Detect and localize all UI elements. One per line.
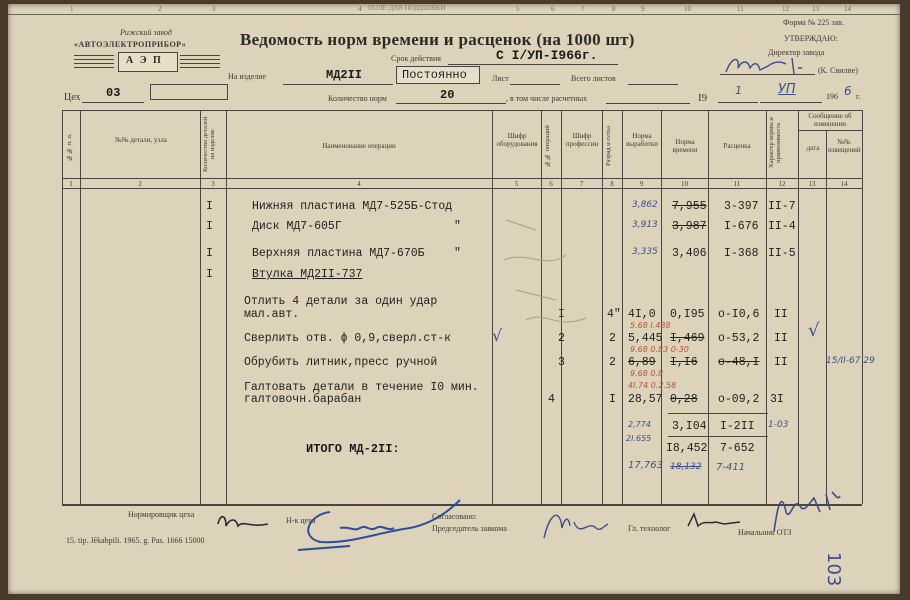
row-handwritten-norm: 3,862 [632,200,658,210]
header-notice-numbers: №№ извещений [828,138,861,154]
op-grade: I [609,393,616,406]
chief-label: Н-к цеха [286,516,316,525]
document-title: Ведомость норм времени и расценок (на 1000 шт) [240,30,635,49]
op-rate: o-I0,6 [718,308,760,321]
total-sheets-label: Всего листов [571,74,616,83]
total-hand-f: 1-03 [768,420,789,430]
total-hand-c: 17,763 [628,460,663,471]
op-norm-character: II [774,356,788,369]
col-number: 3 [211,180,215,188]
op-rate: o-53,2 [718,332,760,345]
header-op-number: №№ операций [544,125,551,167]
op-norm-time: 0,28 [670,393,698,406]
pencil-scribbles [496,200,616,340]
top-strip-col-number: 3 [212,5,216,13]
top-strip [8,4,900,15]
row-qty: I [206,268,213,281]
op-norm-output: 6,89 [628,356,656,369]
total-hand-b: 2I.655 [626,434,652,443]
op-rate: o-09,2 [718,393,760,406]
col-number: 12 [778,180,786,188]
op-number: 3 [558,356,565,369]
op-norm-time: I,I6 [670,356,698,369]
permanent-stamp [396,66,480,84]
op-norm-output: 28,57 [628,393,663,406]
total-time-1: 3,I04 [672,420,707,433]
date-year-tail: г. [856,92,861,101]
op-grade: 2 [609,332,616,345]
top-strip-col-number: 9 [641,5,645,13]
total-label: ИТОГО МД-2II: [306,442,400,456]
top-strip-col-number: 2 [158,5,162,13]
col-number: 13 [808,180,816,188]
op-norm-output: 5,445 [628,332,663,345]
calc-label: , в том числе расчетных [506,94,588,103]
header-equipment: Шифр оборудования [496,132,538,148]
row-qty: I [206,247,213,260]
op-grade: 4" [607,308,621,321]
chief-signature [290,492,470,554]
op-name: Сверлить отв. ϕ 0,9,сверл.ст-к [244,332,452,345]
factory-name-line2: «АВТОЭЛЕКТРОПРИБОР» [74,40,187,49]
row-operation-name: Втулка МД2II-737 [252,268,363,281]
op-name: Обрубить литник,пресс ручной [244,356,438,369]
top-strip-col-number: 5 [516,5,520,13]
op-norm-character: II [774,308,788,321]
header-norm-time: Норма времени [672,138,698,154]
op-handwritten-correction: 9.68 0.8 [630,369,664,378]
norms-count-value: 20 [440,88,455,102]
total-hand-e: 7-411 [716,462,746,473]
col-number: 8 [610,180,614,188]
total-rate-1: I-2II [720,420,755,433]
top-strip-col-number: 12 [782,5,789,13]
otz-label: Начальник ОТЗ [738,528,792,537]
binding-field-label: ПОЛЕ ДЛЯ ПОДШИВКИ [368,4,446,12]
normer-label: Нормировщик цеха [128,510,195,519]
header-change-notice: Сообщение об изменении [808,112,852,128]
col-number: 14 [840,180,848,188]
otz-signature [764,482,844,538]
op-equipment: 4 [548,393,555,406]
col-number: 7 [579,180,584,188]
row-norm-time: 3,987 [672,220,707,233]
top-strip-col-number: 8 [612,5,616,13]
op-grade: 2 [609,356,616,369]
shop-box [150,84,228,100]
col-number: 4 [357,180,361,188]
header-date: дата [806,144,820,152]
row-ditto-mark: " [454,247,461,260]
col-number: 11 [733,180,741,188]
op-name: Отлить 4 детали за один удар [244,295,438,308]
row-norm-character: II-5 [768,247,796,260]
top-strip-col-number: 6 [551,5,555,13]
approval-check-icon: √ [808,320,820,341]
op-name-continued: галтовочн.барабан [244,393,362,406]
factory-name-line1: Рижский завод [120,28,172,37]
print-info: 15. tip. Jēkabpili. 1965. g. Pas. 1666 15000 [66,536,205,545]
top-strip-col-number: 13 [812,5,819,13]
total-rate-2: 7-652 [720,442,755,455]
col-number: 1 [69,180,73,188]
op-number: I [558,308,565,321]
date-year-digit: 6 [844,84,852,98]
shop-label: Цех [64,92,81,103]
sheet-label: Лист [492,74,509,83]
document-sheet [8,4,900,594]
header-part-number: №№ детали, узла [115,136,167,144]
union-signature [540,502,610,546]
approve-label: УТВЕРЖДАЮ: [784,34,838,43]
date-day: 1 [735,84,742,97]
row-qty: I [206,220,213,233]
header-profession: Шифр профессии [565,132,599,148]
normer-signature [214,510,272,534]
row-qty: I [206,200,213,213]
row-handwritten-norm: 3,335 [632,247,658,257]
shop-value: 03 [106,86,121,100]
row-ditto-mark: " [454,220,461,233]
op-norm-time: I,469 [670,332,705,345]
top-strip-col-number: 10 [684,5,691,13]
date-month: УП [778,82,796,97]
tech-signature [684,510,744,532]
union-chairman-label: Председатель завкома [432,524,507,533]
op-name: Галтовать детали в течение I0 мин. [244,381,479,394]
header-operation: Наименование операции [322,142,396,150]
op-handwritten-correction: 9.68 0.83 0-30 [630,345,689,354]
op-norm-output: 4I,0 [628,308,656,321]
row-rate: I-676 [724,220,759,233]
total-time-2: I8,452 [666,442,708,455]
col-number: 6 [549,180,553,188]
date-year-prefix: 196 [826,92,838,101]
row-operation-name: Диск МД7-605Г [252,220,342,233]
row-rate: I-368 [724,247,759,260]
op-norm-character: II [774,332,788,345]
form-number: Форма № 225 зав. [783,18,844,27]
date-prefix: I9 [698,92,708,104]
col-number: 2 [138,180,142,188]
op-norm-time: 0,I95 [670,308,705,321]
top-strip-col-number: 1 [70,5,74,13]
header-qty: Количество деталей на изделие [202,116,216,172]
header-norm-output: Норма выработки [626,132,658,148]
total-hand-d: 18,132 [670,462,702,472]
checkmark-icon: √ [492,326,503,345]
top-strip-col-number: 14 [844,5,851,13]
row-rate: 3-397 [724,200,759,213]
op-norm-character: 3I [770,393,784,406]
col-number: 9 [639,180,644,188]
op-name-continued: мал.авт. [244,308,300,321]
logo-text: А Э П [126,55,163,66]
director-name: (К. Свилпе) [818,66,858,75]
tech-label: Гл. технолог [628,524,671,533]
header-rate: Расценка [723,142,751,150]
norms-count-label: Количество норм [328,94,387,103]
director-label: Директор завода [768,48,825,57]
agreed-label: Согласовано: [432,512,478,521]
permanent-stamp-text: Постоянно [402,68,467,82]
item-label: На изделие [228,72,267,81]
total-hand-a: 2,774 [628,420,651,429]
row-norm-time: 7,955 [672,200,707,213]
op-change-date: 15/II-67 29 [826,356,875,366]
director-signature [722,54,812,78]
header-row-number: №№ п. п. [66,133,73,161]
row-handwritten-norm: 3,913 [632,220,658,230]
op-number: 2 [558,332,565,345]
op-rate: o-48,I [718,356,760,369]
page-number: 103 [823,552,844,587]
col-number: 5 [514,180,519,188]
op-handwritten-correction: 4I.74 0.2.58 [628,381,677,390]
header-norm-character: Характер нормы и применимость [768,117,782,169]
row-operation-name: Верхняя пластина МД7-670Б [252,247,425,260]
row-norm-character: II-4 [768,220,796,233]
col-number: 10 [681,180,688,188]
row-operation-name: Нижняя пластина МД7-525Б-Стод [252,200,453,213]
row-norm-time: 3,406 [672,247,707,260]
op-handwritten-correction: 5.68 I.488 [630,321,671,330]
validity-value: С I/УП-I966г. [496,48,598,63]
top-strip-col-number: 11 [737,5,744,13]
row-norm-character: II-7 [768,200,796,213]
top-strip-col-number: 7 [581,5,585,13]
factory-logo [74,52,224,74]
header-grade: Разряд и сетка [605,126,612,166]
top-strip-col-number: 4 [358,5,362,13]
validity-label: Срок действия [391,54,441,63]
item-value: МД2II [326,68,363,82]
